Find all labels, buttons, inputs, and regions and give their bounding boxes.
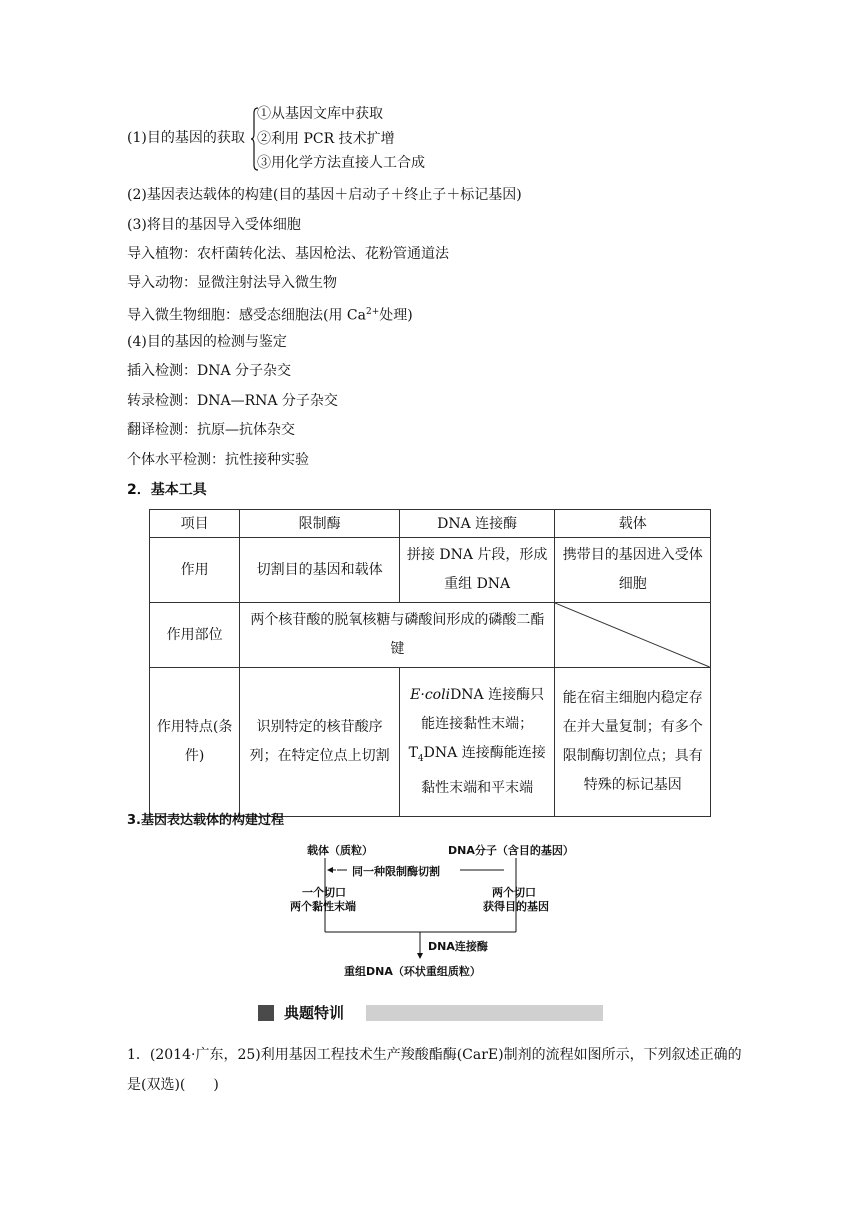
individual-detect-line: 个体水平检测：抗性接种实验 [127, 452, 309, 468]
ligase-text-b: DNA 连接酶能连接黏性末端和平末端 [421, 745, 546, 796]
special-section-bar [258, 1002, 603, 1024]
flow-one-cut: 一个切口 [302, 886, 346, 899]
step4-line: (4)目的基因的检测与鉴定 [127, 334, 287, 350]
cell-feature-vector: 能在宿主细胞内稳定存在并大量复制；有多个限制酶切割位点；具有特殊的标记基因 [555, 668, 711, 817]
construction-flowchart [280, 838, 600, 978]
table-row-feature [150, 668, 711, 817]
import-microbe-line [127, 303, 413, 325]
translation-detect-line: 翻译检测：抗原—抗体杂交 [127, 422, 295, 438]
header-ligase: DNA 连接酶 [399, 510, 555, 538]
import-plant-line: 导入植物：农杆菌转化法、基因枪法、花粉管通道法 [127, 246, 449, 262]
section-gray-bar [366, 1005, 603, 1021]
cell-feature-enzyme: 识别特定的核苷酸序列；在特定位点上切割 [240, 668, 400, 817]
table-row-site [150, 603, 711, 668]
cell-function-vector: 携带目的基因进入受体细胞 [555, 538, 711, 603]
special-section-title: 典题特训 [284, 1004, 345, 1022]
header-item: 项目 [150, 510, 240, 538]
gene-acquire-label: (1)目的基因的获取 [127, 130, 245, 146]
import-animal-line: 导入动物：显微注射法导入微生物 [127, 275, 337, 291]
import-microbe-tail: 处理) [379, 307, 413, 324]
cell-site-label: 作用部位 [150, 603, 240, 668]
question-1: 1．(2014·广东，25)利用基因工程技术生产羧酸酯酶(CarE)制剂的流程如图所示，下列叙述正确的是(双选)( ) [127, 1047, 742, 1093]
ecoli-italic: E·coli [410, 687, 451, 704]
step2-line: (2)基因表达载体的构建(目的基因＋启动子＋终止子＋标记基因) [127, 187, 522, 203]
cell-function-enzyme: 切割目的基因和载体 [240, 538, 400, 603]
section3-heading: 3.基因表达载体的构建过程 [127, 813, 284, 828]
flow-two-sticky: 两个黏性末端 [290, 900, 356, 913]
transcript-detect-line: 转录检测：DNA—RNA 分子杂交 [127, 393, 338, 409]
insert-detect-line: 插入检测：DNA 分子杂交 [127, 363, 292, 379]
flow-result: 重组DNA（环状重组质粒） [344, 965, 481, 978]
ligase-text-a: DNA 连接酶只能连接黏性末端；T [408, 687, 545, 762]
calcium-superscript: 2+ [365, 307, 380, 317]
option-gene-library: ①从基因文库中获取 [257, 106, 383, 122]
diagonal-line [555, 603, 710, 667]
cell-function-label: 作用 [150, 538, 240, 603]
flow-same-enzyme: 同一种限制酶切割 [352, 865, 440, 878]
cell-site-empty-diagonal [555, 603, 711, 668]
table-header-row [150, 510, 711, 538]
step3-line: (3)将目的基因导入受体细胞 [127, 217, 301, 233]
table-row-function [150, 538, 711, 603]
tools-table [149, 509, 711, 817]
header-vector: 载体 [555, 510, 711, 538]
t4-subscript: 4 [417, 753, 424, 764]
flow-dna: DNA分子（含目的基因） [448, 844, 574, 857]
cell-site-desc: 两个核苷酸的脱氧核糖与磷酸间形成的磷酸二酯键 [240, 603, 555, 668]
header-restriction-enzyme: 限制酶 [240, 510, 400, 538]
option-chemical-synthesis: ③用化学方法直接人工合成 [257, 155, 425, 171]
flow-vector: 载体（质粒） [307, 844, 373, 857]
cell-feature-label: 作用特点(条件) [150, 668, 240, 817]
flow-ligase: DNA连接酶 [428, 940, 488, 953]
gene-acquire-options [257, 104, 425, 178]
section-square-icon [258, 1005, 274, 1021]
flow-two-cuts: 两个切口 [492, 886, 536, 899]
flow-get-gene: 获得目的基因 [483, 900, 549, 913]
option-pcr: ②利用 PCR 技术扩增 [257, 130, 395, 147]
section2-heading: 2．基本工具 [127, 482, 207, 498]
cell-feature-ligase [399, 668, 555, 817]
cell-function-ligase: 拼接 DNA 片段，形成重组 DNA [399, 538, 555, 603]
import-microbe-text: 导入微生物细胞：感受态细胞法(用 Ca [127, 307, 366, 324]
